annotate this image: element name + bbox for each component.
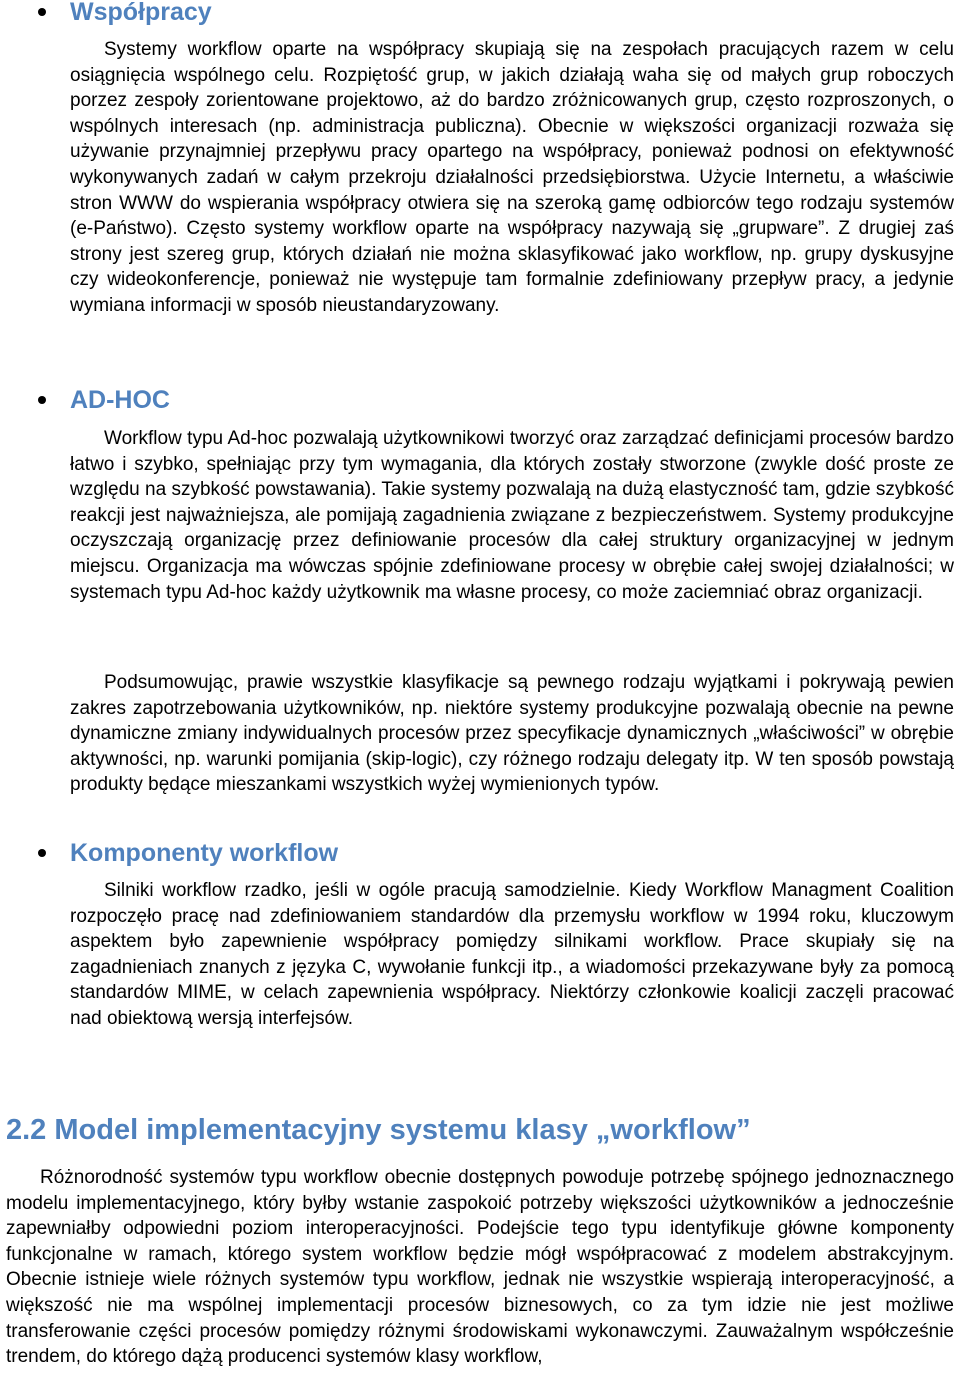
section-heading-komponenty xyxy=(38,839,338,867)
chapter-heading: 2.2 Model implementacyjny systemu klasy „workflow” xyxy=(6,1114,751,1146)
section-heading-ad-hoc xyxy=(38,386,170,414)
bullet-icon xyxy=(38,8,46,16)
section-title: AD-HOC xyxy=(70,386,170,414)
bullet-icon xyxy=(38,396,46,404)
paragraph: Systemy workflow oparte na współpracy skupiają się na zespołach pracujących razem w celu osiągnięcia wspólnego celu. Rozpiętość grup, w jakich działają waha się od małych grup roboczych porzez zespoły zorientowane projektowo, aż do bardzo zróżnicowanych grup, często rozproszonych, o wspólnych interesach (np. administracja publiczna). Obecnie w większości organizacji rozważa się używanie przynajmniej przepływu pracy opartego na współpracy, ponieważ podnosi on efektywność wykonywanych zadań w całym przekroju działalności przedsiębiorstwa. Użycie Internetu, a właściwie stron WWW do wspierania współpracy otwiera się na szeroką gamę odbiorców tego rodzaju systemów (e-Państwo). Często systemy workflow oparte na współpracy nazywają się „grupware”. Z drugiej zaś strony jest szereg grup, których działań nie można sklasyfikować jako workflow, np. grupy dyskusyjne czy wideokonferencje, ponieważ nie występuje tam formalnie zdefiniowany przepływ pracy, a jedynie wymiana informacji w sposób nieustandaryzowany. xyxy=(70,39,954,316)
paragraph: Silniki workflow rzadko, jeśli w ogóle pracują samodzielnie. Kiedy Workflow Managment Coalition rozpoczęło pracę nad zdefiniowaniem standardów dla przemysłu workflow w 1994 roku, kluczowym aspektem było zapewnienie współpracy pomiędzy silnikami workflow. Prace skupiały się na zagadnieniach znanych z języka C, wywołanie funkcji itp., a wiadomości przekazywane były za pomocą standardów MIME, w celach zapewnienia współpracy. Niektórzy członkowie koalicji zaczęli pracować nad obiektową wersją interfejsów. xyxy=(70,880,954,1029)
section-heading-wspolpracy xyxy=(38,0,212,26)
paragraph: Różnorodność systemów typu workflow obecnie dostępnych powoduje potrzebę spójnego jednoznacznego modelu implementacyjnego, który byłby wstanie zaspokoić potrzeby większości użytkowników a jednocześnie zapewniałby odpowiedni poziom interoperacyjności. Podejście tego typu identyfikuje główne komponenty funkcjonalne w ramach, którego system workflow będzie mógł współpracować z modelem abstrakcyjnym. Obecnie istnieje wiele różnych systemów typu workflow, jednak nie wszystkie wspierają interoperacyjność, a większość nie ma wspólnej implementacji procesów biznesowych, co za tym idzie nie jest możliwe transferowanie części procesów pomiędzy różnymi środowiskami wykonawczymi. Zauważalnym współcześnie trendem, do którego dążą producenci systemów klasy workflow, xyxy=(6,1167,954,1368)
paragraph: Podsumowując, prawie wszystkie klasyfikacje są pewnego rodzaju wyjątkami i pokrywają pewien zakres zapotrzebowania użytkowników, np. niektóre systemy produkcyjne pozwalają obecnie na pewne dynamiczne zmiany indywidualnych procesów przez specyfikacje dynamicznych „właściwości” w obrębie aktywności, np. warunki pomijania (skip-logic), czy różnego rodzaju delegaty itp. W ten sposób powstają produkty będące mieszankami wszystkich wyżej wymienionych typów. xyxy=(70,672,954,796)
section-title: Współpracy xyxy=(70,0,212,26)
bullet-icon xyxy=(38,849,46,857)
paragraph: Workflow typu Ad-hoc pozwalają użytkownikowi tworzyć oraz zarządzać definicjami procesów bardzo łatwo i szybko, spełniając przy tym wymagania, dla których zostały stworzone (zwykle dość proste ze względu na szybkość powstawania). Takie systemy pozwalają na dużą elastyczność tam, gdzie szybkość reakcji jest najważniejsza, ale pomijają zagadnienia związane z bezpieczeństwem. Systemy produkcyjne oczyszczają organizację przez definiowanie procesów dla całej struktury organizacyjnej w jednym miejscu. Organizacja ma wówczas spójnie zdefiniowane procesy w obrębie całej swojej działalności; w systemach typu Ad-hoc każdy użytkownik ma własne procesy, co może zaciemniać obraz organizacji. xyxy=(70,428,954,603)
section-title: Komponenty workflow xyxy=(70,839,339,867)
